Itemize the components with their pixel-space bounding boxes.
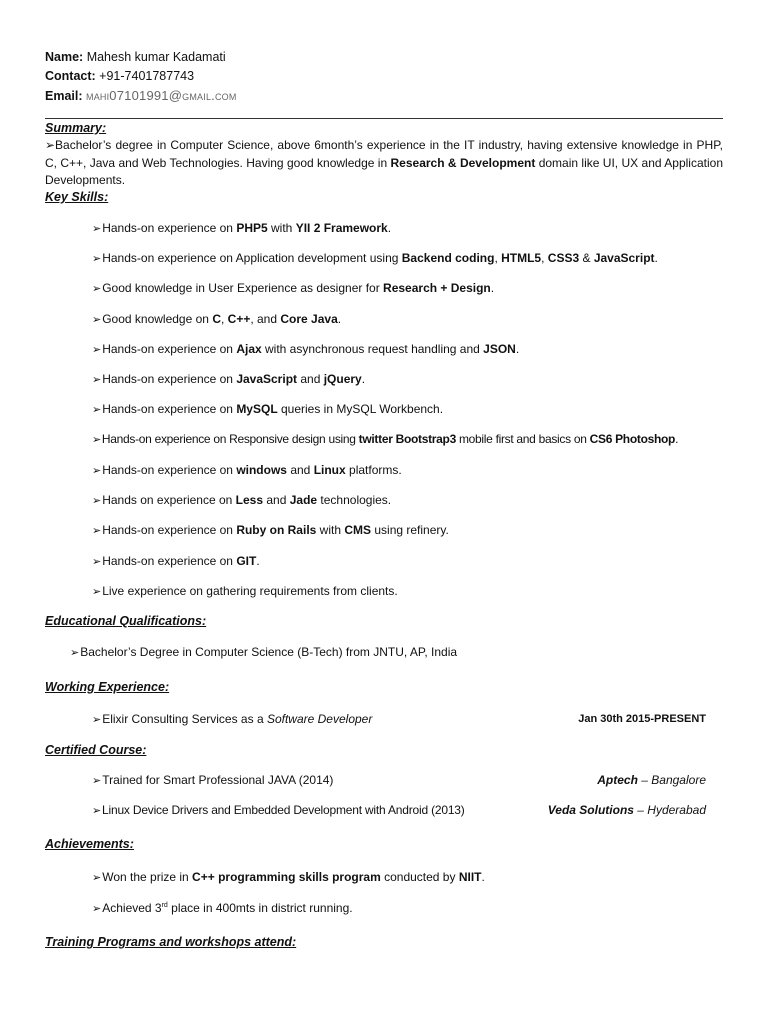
certified-text: Trained for Smart Professional JAVA (2014): [102, 773, 334, 787]
skill-text: [102, 432, 678, 446]
name-value: Mahesh kumar Kadamati: [83, 50, 226, 64]
bullet-arrow-icon: ➢: [92, 775, 102, 787]
emphasized-text: Core Java: [280, 312, 338, 326]
certified-heading: Certified Course:: [45, 743, 147, 757]
skill-item: [92, 372, 365, 386]
emphasized-text: windows: [236, 463, 287, 477]
text-run: .: [654, 251, 658, 265]
skill-text: [102, 523, 449, 537]
emphasized-text: Jade: [289, 493, 318, 507]
text-run: , and: [250, 312, 281, 326]
text-run: Hands-on experience on: [102, 463, 237, 477]
achievement-item: [92, 870, 485, 884]
emphasized-text: Research & Development: [390, 155, 536, 170]
achievement-text: Achieved 3: [102, 901, 162, 915]
achievement-item: [92, 901, 353, 915]
skill-item: [92, 281, 494, 295]
certified-item: [92, 773, 333, 787]
text-run: Hands-on experience on: [102, 221, 237, 235]
skill-item: [92, 463, 402, 477]
text-run: Hands-on experience on: [102, 554, 237, 568]
bullet-arrow-icon: ➢: [92, 495, 102, 507]
emphasized-text: JavaScript: [236, 372, 298, 386]
skill-text: [102, 312, 341, 326]
emphasized-text: C++: [227, 312, 251, 326]
bullet-arrow-icon: ➢: [92, 374, 102, 386]
text-run: with: [316, 523, 345, 537]
emphasized-text: Ruby on Rails: [236, 523, 317, 537]
achievement-superscript: rd: [161, 902, 168, 909]
skill-item: [92, 432, 678, 446]
key-skills-heading: Key Skills:: [45, 190, 109, 204]
email-line: [45, 86, 237, 106]
certified-org-place: – Bangalore: [637, 773, 706, 787]
skill-item: [92, 342, 519, 356]
skill-item: [92, 251, 658, 265]
bullet-arrow-icon: ➢: [92, 714, 102, 726]
certified-org-name: Veda Solutions: [547, 803, 634, 817]
text-run: &: [579, 251, 594, 265]
summary-text: [45, 137, 723, 190]
skill-text: [102, 584, 398, 598]
text-run: .: [481, 870, 485, 884]
text-run: Live experience on gathering requirements from clients.: [102, 584, 398, 598]
text-run: Hands-on experience on Responsive design using: [101, 432, 359, 446]
training-heading: Training Programs and workshops attend:: [45, 935, 297, 949]
contact-block: [45, 48, 237, 106]
bullet-arrow-icon: ➢: [92, 283, 102, 295]
text-run: and: [263, 493, 290, 507]
name-label: Name:: [45, 50, 84, 64]
text-run: .: [337, 312, 342, 326]
skill-item: [92, 402, 443, 416]
certified-org-name: Aptech: [597, 773, 638, 787]
certified-org: [548, 803, 706, 817]
skill-text: [102, 342, 519, 356]
work-date: Jan 30th 2015-PRESENT: [578, 713, 706, 725]
text-run: Hands-on experience on: [102, 523, 237, 537]
emphasized-text: NIIT: [458, 870, 482, 884]
skill-item: [92, 584, 398, 598]
text-run: .: [387, 221, 392, 235]
text-run: .: [256, 554, 260, 568]
text-run: Good knowledge in User Experience as designer for: [102, 281, 384, 295]
certified-item: [92, 803, 465, 817]
text-run: conducted by: [380, 870, 459, 884]
education-item: [70, 645, 457, 659]
bullet-arrow-icon: ➢: [92, 404, 102, 416]
text-run: ,: [494, 251, 502, 265]
text-run: and: [297, 372, 324, 386]
emphasized-text: jQuery: [323, 372, 362, 386]
skill-item: [92, 554, 260, 568]
emphasized-text: Less: [235, 493, 264, 507]
bullet-arrow-icon: ➢: [92, 586, 102, 598]
emphasized-text: JSON: [483, 342, 516, 356]
skill-item: [92, 523, 449, 537]
bullet-arrow-icon: ➢: [92, 465, 102, 477]
education-text: Bachelor’s Degree in Computer Science (B-Tech) from JNTU, AP, India: [80, 645, 458, 659]
bullet-arrow-icon: ➢: [92, 223, 102, 235]
bullet-arrow-icon: ➢: [92, 872, 102, 884]
email-value[interactable]: mahi07101991@gmail.com: [86, 88, 237, 103]
contact-label: Contact:: [45, 69, 96, 83]
text-run: Hands-on experience on: [102, 402, 237, 416]
text-run: ,: [541, 251, 548, 265]
name-line: [45, 48, 237, 67]
work-role: Software Developer: [266, 712, 373, 726]
text-run: with: [267, 221, 296, 235]
skill-text: [102, 251, 658, 265]
emphasized-text: Backend coding: [401, 251, 495, 265]
bullet-arrow-icon: ➢: [92, 314, 102, 326]
text-run: Won the prize in: [102, 870, 193, 884]
text-run: Hands-on experience on Application development using: [102, 251, 402, 265]
text-run: with asynchronous request handling and: [261, 342, 484, 356]
achievement-text: [102, 870, 485, 884]
achievements-heading: Achievements:: [45, 837, 134, 851]
certified-org-place: – Hyderabad: [633, 803, 706, 817]
skill-item: [92, 493, 391, 507]
skill-text: [102, 554, 259, 568]
work-company: Elixir Consulting Services as a: [102, 712, 267, 726]
skill-text: [102, 463, 401, 477]
skill-text: [102, 493, 391, 507]
text-run: .: [361, 372, 366, 386]
education-heading: Educational Qualifications:: [45, 614, 207, 628]
contact-value: +91-7401787743: [95, 69, 195, 83]
skill-text: [102, 281, 494, 295]
text-run: domain like UI, UX and Application Developments.: [45, 155, 723, 187]
bullet-arrow-icon: ➢: [92, 805, 102, 817]
emphasized-text: JavaScript: [593, 251, 655, 265]
emphasized-text: C: [212, 312, 221, 326]
text-run: using refinery.: [371, 523, 449, 537]
achievement-text-suffix: place in 400mts in district running.: [167, 901, 353, 915]
email-label: Email:: [45, 89, 83, 103]
text-run: technologies.: [317, 493, 392, 507]
text-run: and: [286, 463, 314, 477]
summary-heading: Summary:: [45, 121, 107, 135]
emphasized-text: PHP5: [236, 221, 268, 235]
bullet-arrow-icon: ➢: [70, 647, 80, 659]
emphasized-text: C++ programming skills program: [192, 870, 381, 884]
text-run: ➢Bachelor’s degree in Computer Science, above 6month’s experience in the IT industry, having extensive knowledge in PHP, C, C++, Java and Web Technologies. Having good knowledge in: [45, 138, 723, 170]
bullet-arrow-icon: ➢: [92, 434, 101, 446]
skill-text: [102, 402, 443, 416]
emphasized-text: CSS3: [547, 251, 580, 265]
emphasized-text: CMS: [344, 523, 372, 537]
text-run: ,: [220, 312, 228, 326]
text-run: Good knowledge on: [102, 312, 213, 326]
skill-text: [102, 372, 365, 386]
emphasized-text: twitter Bootstrap3: [358, 432, 456, 446]
text-run: Hands on experience on: [102, 493, 236, 507]
text-run: .: [675, 432, 679, 446]
emphasized-text: Linux: [313, 463, 346, 477]
text-run: .: [490, 281, 495, 295]
certified-text: Linux Device Drivers and Embedded Development with Android (2013): [102, 803, 465, 817]
text-run: Hands-on experience on: [102, 342, 237, 356]
bullet-arrow-icon: ➢: [92, 253, 102, 265]
skill-item: [92, 221, 391, 235]
contact-line: [45, 67, 237, 86]
emphasized-text: YII 2 Framework: [295, 221, 388, 235]
emphasized-text: GIT: [236, 554, 257, 568]
text-run: queries in MySQL Workbench.: [277, 402, 444, 416]
bullet-arrow-icon: ➢: [92, 344, 102, 356]
emphasized-text: Research + Design: [383, 281, 491, 295]
skill-item: [92, 312, 341, 326]
emphasized-text: CS6 Photoshop: [589, 432, 676, 446]
bullet-arrow-icon: ➢: [92, 903, 102, 915]
text-run: platforms.: [345, 463, 402, 477]
certified-org: [597, 773, 706, 787]
work-heading: Working Experience:: [45, 680, 170, 694]
text-run: mobile first and basics on: [455, 432, 590, 446]
work-item: [92, 712, 372, 726]
emphasized-text: HTML5: [501, 251, 542, 265]
bullet-arrow-icon: ➢: [92, 525, 102, 537]
emphasized-text: Ajax: [236, 342, 262, 356]
skill-text: [102, 221, 391, 235]
text-run: Hands-on experience on: [102, 372, 237, 386]
header-divider: [45, 118, 723, 119]
text-run: .: [515, 342, 520, 356]
emphasized-text: MySQL: [236, 402, 278, 416]
bullet-arrow-icon: ➢: [92, 556, 102, 568]
